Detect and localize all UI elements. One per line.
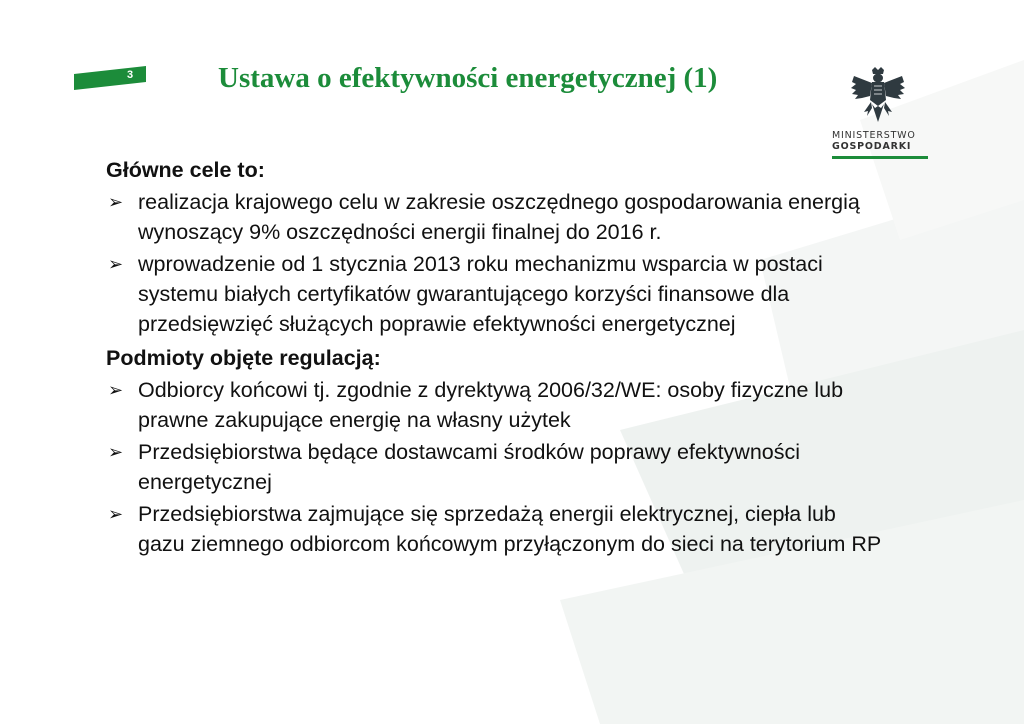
arrowhead-bullet-icon: ➢	[108, 380, 124, 400]
list-item	[106, 499, 886, 559]
list-item-text: wprowadzenie od 1 stycznia 2013 roku mechanizmu wsparcia w postaci systemu białych certyfikatów gwarantującego korzyści finansowe dla przedsięwzięć służących poprawie efektywności energetycznej	[138, 252, 823, 336]
list-item	[106, 375, 886, 435]
eagle-emblem-icon	[850, 66, 906, 126]
list-item-text: Odbiorcy końcowi tj. zgodnie z dyrektywą 2006/32/WE: osoby fizyczne lub prawne zakupujące energię na własny użytek	[138, 378, 844, 432]
entities-list	[106, 375, 886, 559]
list-item	[106, 249, 886, 339]
list-item	[106, 437, 886, 497]
section-heading-goals: Główne cele to:	[106, 158, 265, 182]
ministry-logo	[828, 66, 928, 166]
arrowhead-bullet-icon: ➢	[108, 254, 124, 274]
page-number: 3	[126, 69, 134, 81]
list-item	[106, 187, 886, 247]
list-item-text: realizacja krajowego celu w zakresie oszczędnego gospodarowania energią wynoszący 9% oszczędności energii finalnej do 2016 r.	[138, 190, 860, 244]
arrowhead-bullet-icon: ➢	[108, 442, 124, 462]
list-item-text: Przedsiębiorstwa zajmujące się sprzedażą energii elektrycznej, ciepła lub gazu ziemnego odbiorcom końcowym przyłączonym do sieci na terytorium RP	[138, 502, 882, 556]
logo-text	[832, 130, 928, 152]
goals-list	[106, 187, 886, 339]
arrowhead-bullet-icon: ➢	[108, 192, 124, 212]
logo-line-2: GOSPODARKI	[832, 141, 912, 152]
slide-title: Ustawa o efektywności energetycznej (1)	[218, 62, 718, 94]
section-heading-entities: Podmioty objęte regulacją:	[106, 346, 381, 370]
arrowhead-bullet-icon: ➢	[108, 504, 124, 524]
logo-line-1: MINISTERSTWO	[832, 130, 916, 141]
list-item-text: Przedsiębiorstwa będące dostawcami środków poprawy efektywności energetycznej	[138, 440, 801, 494]
slide-content	[106, 155, 886, 561]
